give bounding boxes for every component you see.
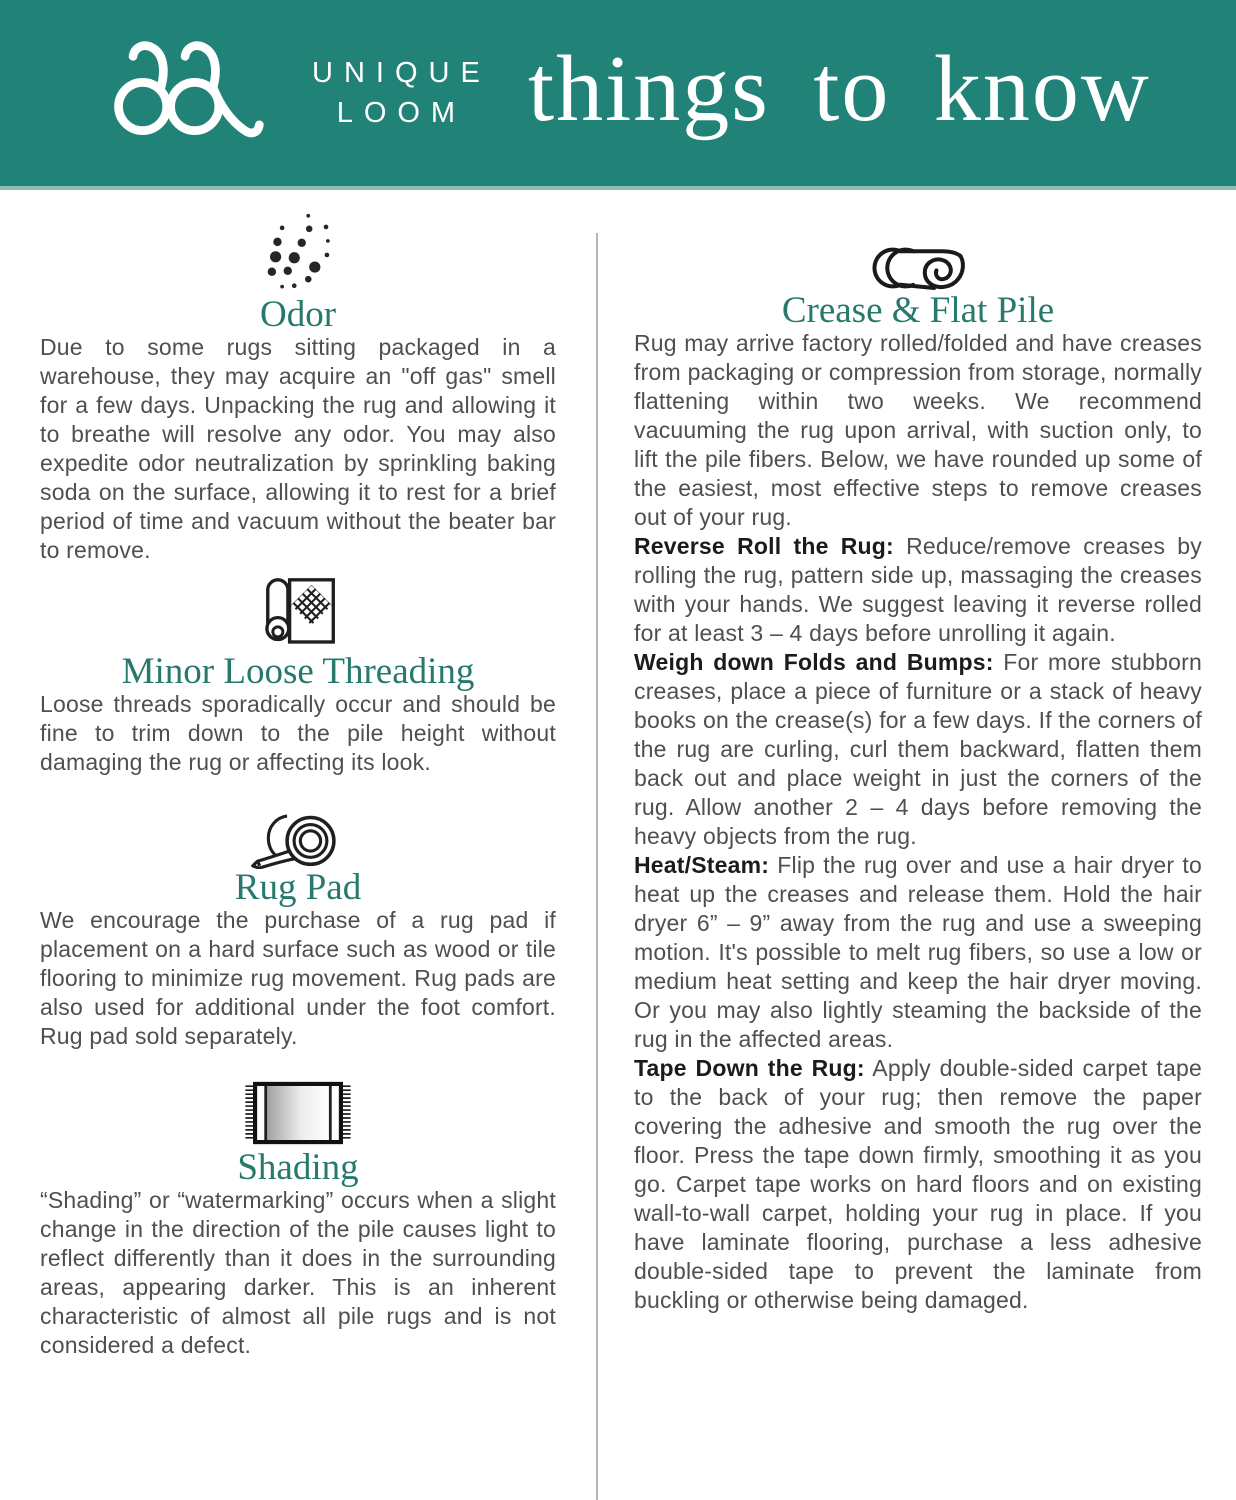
paragraph-lead: Reverse Roll the Rug: [634,533,894,559]
rug-pad-roll-icon [40,805,556,869]
section-body-shading: “Shading” or “watermarking” occurs when a slight change in the direction of the pile causes light to reflect differently than it does in the surrounding areas, appearing darker. This is an inherent characteristic of almost all pile rugs and is not considered a defect. [40,1187,556,1358]
left-column [0,190,597,1360]
brand-line-unique: UNIQUE [312,57,491,89]
content-columns [0,190,1236,1360]
section-heading-crease: Crease & Flat Pile [781,290,1055,331]
unique-loom-logo-icon [92,39,282,147]
paragraph-lead: Tape Down the Rug: [634,1055,865,1081]
paragraph-heat-steam [634,851,1202,1054]
header-banner [0,0,1236,190]
section-heading-threading: Minor Loose Threading [121,651,475,692]
section-heading-odor: Odor [259,294,337,335]
paragraph-text: Reduce/remove creases by rolling the rug, pattern side up, massaging the creases with your hands. We suggest leaving it reverse rolled for at least 3 – 4 days before unrolling it again. [634,533,1202,646]
paragraph-weigh-down [634,648,1202,851]
rolled-rug-crosshatch-icon [40,573,556,653]
section-body-crease: Rug may arrive factory rolled/folded and have creases from packaging or compression from storage, normally flattening within two weeks. We recommend vacuuming the rug upon arrival, with suction only, to lift the pile fibers. Below, we have rounded up some of the easiest, most effective steps to remove creases out of your rug. [634,330,1202,530]
section-heading-rug-pad: Rug Pad [234,867,362,908]
column-divider [596,233,598,1500]
page-title: things to know [527,37,1151,141]
paragraph-tape-down [634,1054,1202,1315]
paragraph-reverse-roll [634,532,1202,648]
odor-dots-icon [40,212,556,296]
paragraph-text: For more stubborn creases, place a piece of furniture or a stack of heavy books on the crease(s) for a few days. If the corners of the rug are curling, curl them backward, flatten them back out and place weight in just the corners of the rug. Allow another 2 – 4 days before removing the heavy objects from the rug. [634,649,1202,849]
paragraph-text: Flip the rug over and use a hair dryer to heat up the creases and release them. Hold the hair dryer 6” – 9” away from the rug and use a sweeping motion. It's possible to melt rug fibers, so use a low or medium heat setting and keep the hair dryer moving. Or you may also lightly steaming the backside of the rug in the affected areas. [634,852,1202,1052]
paragraph-lead: Weigh down Folds and Bumps: [634,649,994,675]
section-heading-shading: Shading [237,1147,359,1188]
paragraph-lead: Heat/Steam: [634,852,770,878]
section-body-rug-pad: We encourage the purchase of a rug pad if placement on a hard surface such as wood or tile flooring to minimize rug movement. Rug pads are also used for additional under the foot comfort. Rug pad sold separately. [40,907,556,1049]
section-body-threading: Loose threads sporadically occur and should be fine to trim down to the pile height without damaging the rug or affecting its look. [40,691,556,775]
rolled-rug-side-icon [634,244,1202,292]
section-body-odor: Due to some rugs sitting packaged in a warehouse, they may acquire an "off gas" smell for a few days. Unpacking the rug and allowing it to breathe will resolve any odor. You may also expedite odor neutralization by sprinkling baking soda on the surface, allowing it to rest for a brief period of time and vacuum without the beater bar to remove. [40,334,556,563]
brand-name [312,53,491,133]
brand-logo-group [92,39,491,147]
shaded-rug-icon [40,1077,556,1149]
brand-line-loom: LOOM [336,97,467,129]
right-column [597,190,1236,1360]
paragraph-text: Apply double-sided carpet tape to the back of your rug; then remove the paper covering the adhesive and smooth the rug over the floor. Press the tape down firmly, smoothing it as you go. Carpet tape works on hard floors and on existing wall-to-wall carpet, holding your rug in place. If you have laminate flooring, purchase a less adhesive double-sided tape to prevent the laminate from buckling or otherwise being damaged. [634,1055,1202,1313]
